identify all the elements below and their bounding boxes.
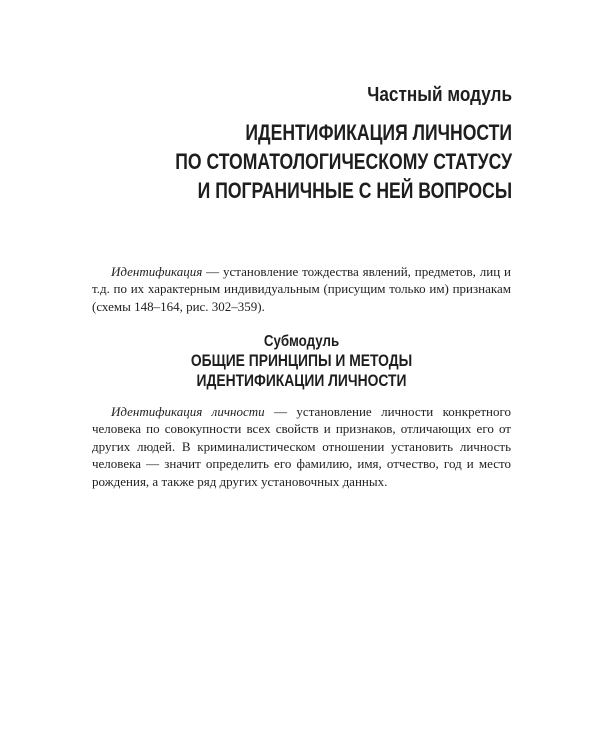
module-header bbox=[91, 80, 512, 205]
submodule-title-line-1: ОБЩИЕ ПРИНЦИПЫ И МЕТОДЫ bbox=[190, 352, 413, 370]
submodule-title-line-2: ИДЕНТИФИКАЦИИ ЛИЧНОСТИ bbox=[196, 371, 407, 390]
submodule-kicker: Субмодуль bbox=[263, 333, 340, 350]
module-title-line-3: И ПОГРАНИЧНЫЕ С НЕЙ ВОПРОСЫ bbox=[197, 178, 513, 203]
intro-term: Идентификация bbox=[111, 264, 203, 279]
submodule-term: Идентификация личности bbox=[111, 404, 265, 419]
submodule-definition: — установление личности конкретного человека по совокупности всех свойств и признаков, отличающих его от других людей. В криминалистическом отношении установить личность человека — значит определить его фамилию, имя, отчество, год и место рождения, а также ряд других установочных данных. bbox=[92, 404, 511, 489]
module-kicker: Частный модуль bbox=[367, 84, 512, 106]
intro-definition: — установление тождества явлений, предметов, лиц и т.д. по их характерным индивидуальным (присущим только им) признакам (схемы 148–164, рис. 302–359). bbox=[92, 264, 511, 314]
intro-paragraph bbox=[92, 263, 511, 315]
submodule-paragraph bbox=[92, 403, 511, 490]
submodule-header bbox=[92, 332, 511, 391]
module-title-line-2: ПО СТОМАТОЛОГИЧЕСКОМУ СТАТУСУ bbox=[175, 149, 512, 174]
module-title-line-1: ИДЕНТИФИКАЦИЯ ЛИЧНОСТИ bbox=[245, 120, 512, 145]
